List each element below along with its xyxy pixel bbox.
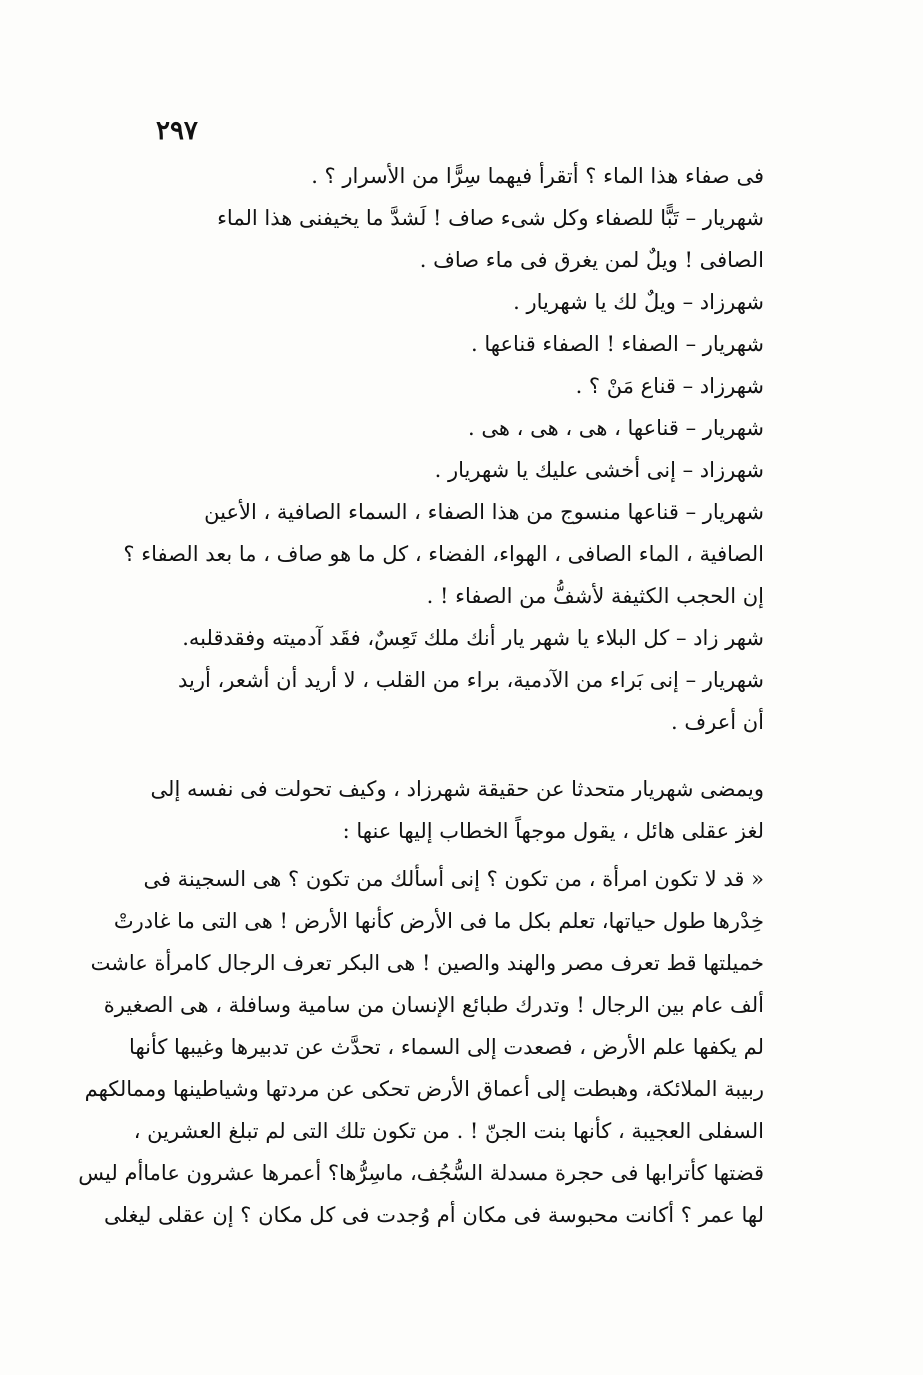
text-line: فى صفاء هذا الماء ؟ أتقرأ فيهما سِرًّا من الأسرار ؟ . xyxy=(311,164,764,188)
text-line: شهريار – إنى بَراء من الآدمية، براء من القلب ، لا أريد أن أشعر، أريد xyxy=(178,668,764,692)
text-line: ويمضى شهريار متحدثا عن حقيقة شهرزاد ، وكيف تحولت فى نفسه إلى xyxy=(150,777,764,801)
text-line: أن أعرف . xyxy=(670,710,764,734)
text-line: شهريار – تَبًّا للصفاء وكل شىء صاف ! لَشدَّ ما يخيفنى هذا الماء xyxy=(217,206,764,230)
text-line: الصافى ! ويلٌ لمن يغرق فى ماء صاف . xyxy=(419,248,764,272)
text-line: ربيبة الملائكة، وهبطت إلى أعماق الأرض تحكى عن مردتها وشياطينها وممالكهم xyxy=(84,1077,764,1101)
dialogue-section xyxy=(123,155,764,743)
text-line: الصافية ، الماء الصافى ، الهواء، الفضاء ، كل ما هو صاف ، ما بعد الصفاء ؟ xyxy=(123,542,764,566)
text-line: قضتها كأترابها فى حجرة مسدلة السُّجُف، ماسِرُّها؟ أعمرها عشرون عاماأم ليس xyxy=(78,1161,764,1185)
text-line: شهريار – الصفاء ! الصفاء قناعها . xyxy=(471,332,764,356)
page-number: ٢٩٧ xyxy=(156,116,198,146)
text-line: شهرزاد – ويلٌ لك يا شهريار . xyxy=(513,290,764,314)
text-line: خِدْرها طول حياتها، تعلم بكل ما فى الأرض كأنها الأرض ! هى التى ما غادرتْ xyxy=(113,909,764,933)
text-line: شهريار – قناعها منسوج من هذا الصفاء ، السماء الصافية ، الأعين xyxy=(204,500,764,524)
text-line: لغز عقلى هائل ، يقول موجهاً الخطاب إليها عنها : xyxy=(342,819,764,843)
text-line: « قد لا تكون امرأة ، من تكون ؟ إنى أسألك من تكون ؟ هى السجينة فى xyxy=(143,867,764,891)
text-line: شهريار – قناعها ، هى ، هى ، هى . xyxy=(468,416,764,440)
text-line: شهرزاد – قناع مَنْ ؟ . xyxy=(575,374,764,398)
text-line: لم يكفها علم الأرض ، فصعدت إلى السماء ، تحدَّث عن تدبيرها وغيبها كأنها xyxy=(129,1035,764,1059)
narration-paragraph xyxy=(150,768,764,852)
text-line: لها عمر ؟ أكانت محبوسة فى مكان أم وُجدت فى كل مكان ؟ إن عقلى ليغلى xyxy=(104,1203,764,1227)
quotation-paragraph xyxy=(78,858,764,1236)
text-line: السفلى العجيبة ، كأنها بنت الجنّ ! . من تكون تلك التى لم تبلغ العشرين ، xyxy=(133,1119,764,1143)
text-line: شهرزاد – إنى أخشى عليك يا شهريار . xyxy=(434,458,764,482)
text-line: شهر زاد – كل البلاء يا شهر يار أنك ملك تَعِسٌ، فقَد آدميته وفقدقلبه. xyxy=(182,626,764,650)
text-line: ألف عام بين الرجال ! وتدرك طبائع الإنسان من سامية وسافلة ، هى الصغيرة xyxy=(103,993,764,1017)
text-line: إن الحجب الكثيفة لأشفُّ من الصفاء ! . xyxy=(426,584,764,608)
text-line: خميلتها قط تعرف مصر والهند والصين ! هى البكر تعرف الرجال كامرأة عاشت xyxy=(90,951,764,975)
